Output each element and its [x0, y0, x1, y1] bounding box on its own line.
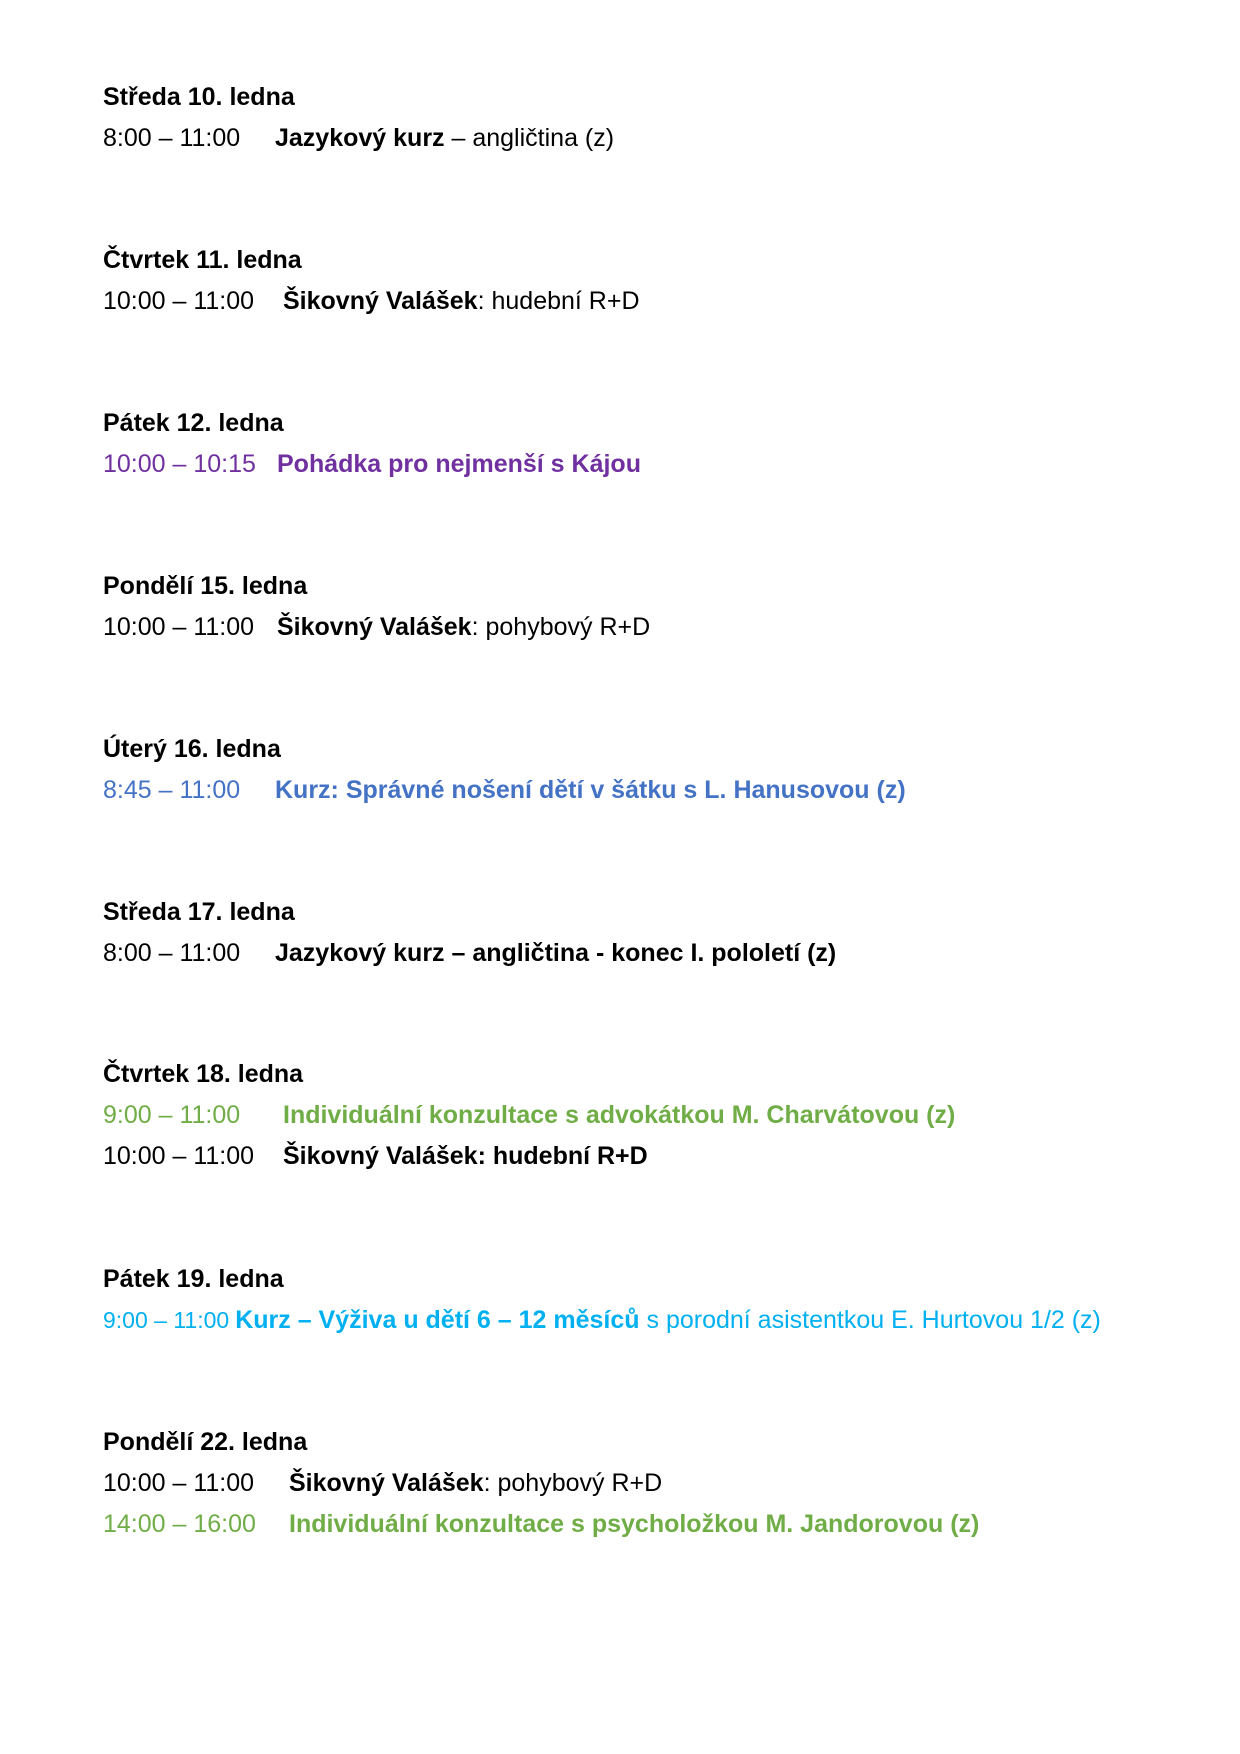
event-name: Kurz: Správné nošení dětí v šátku s L. Hanusovou (z) — [275, 776, 906, 804]
event-name: Šikovný Valášek — [277, 613, 472, 641]
event-row — [103, 444, 1203, 485]
event-time: 10:00 – 11:00 — [103, 287, 255, 315]
day-title: Středa 10. ledna — [103, 83, 295, 111]
event-time: 9:00 – 11:00 — [103, 1101, 241, 1129]
event-name: Šikovný Valášek: hudební R+D — [283, 1142, 648, 1170]
day-block — [103, 566, 1203, 648]
event-time: 8:00 – 11:00 — [103, 939, 241, 967]
day-block — [103, 729, 1203, 811]
event-name: Pohádka pro nejmenší s Kájou — [277, 450, 641, 478]
event-time: 8:45 – 11:00 — [103, 776, 241, 804]
event-row — [103, 1136, 1203, 1177]
event-time: 10:00 – 11:00 — [103, 1142, 255, 1170]
day-block — [103, 403, 1203, 485]
event-time: 8:00 – 11:00 — [103, 124, 241, 152]
day-block — [103, 77, 1203, 159]
day-block — [103, 1054, 1203, 1177]
day-title: Pátek 19. ledna — [103, 1265, 284, 1293]
event-name: Individuální konzultace s advokátkou M. Charvátovou (z) — [283, 1101, 956, 1129]
event-time: 14:00 – 16:00 — [103, 1510, 256, 1538]
event-detail: s porodní asistentkou E. Hurtovou 1/2 (z) — [639, 1306, 1101, 1334]
event-row — [103, 1463, 1203, 1504]
event-row — [103, 1300, 1203, 1341]
event-time: 10:00 – 11:00 — [103, 1469, 255, 1497]
event-detail: : pohybový R+D — [471, 613, 651, 641]
event-row — [103, 1095, 1203, 1136]
event-name: Šikovný Valášek — [289, 1469, 484, 1497]
event-row — [103, 118, 1203, 159]
day-title: Pondělí 22. ledna — [103, 1428, 308, 1456]
day-block — [103, 240, 1203, 322]
day-block — [103, 1259, 1203, 1341]
event-name: Jazykový kurz – angličtina - konec I. pololetí (z) — [275, 939, 837, 967]
event-row — [103, 770, 1203, 811]
event-name: Kurz – Výživa u dětí 6 – 12 měsíců — [235, 1306, 640, 1334]
event-detail: : pohybový R+D — [483, 1469, 663, 1497]
day-title: Čtvrtek 18. ledna — [103, 1060, 304, 1088]
event-row — [103, 607, 1203, 648]
event-row — [103, 281, 1203, 322]
day-block — [103, 892, 1203, 974]
event-time: 10:00 – 10:15 — [103, 450, 256, 478]
event-name: Šikovný Valášek — [283, 287, 478, 315]
day-title: Pondělí 15. ledna — [103, 572, 308, 600]
event-detail: : hudební R+D — [477, 287, 640, 315]
event-name: Individuální konzultace s psycholožkou M. Jandorovou (z) — [289, 1510, 980, 1538]
day-title: Úterý 16. ledna — [103, 735, 281, 763]
day-title: Pátek 12. ledna — [103, 409, 284, 437]
event-detail: – angličtina (z) — [444, 124, 615, 152]
event-time: 9:00 – 11:00 — [103, 1307, 230, 1333]
event-name: Jazykový kurz — [275, 124, 445, 152]
day-title: Středa 17. ledna — [103, 898, 295, 926]
day-title: Čtvrtek 11. ledna — [103, 246, 302, 274]
event-row — [103, 933, 1203, 974]
event-row — [103, 1504, 1203, 1545]
day-block — [103, 1422, 1203, 1545]
event-time: 10:00 – 11:00 — [103, 613, 255, 641]
